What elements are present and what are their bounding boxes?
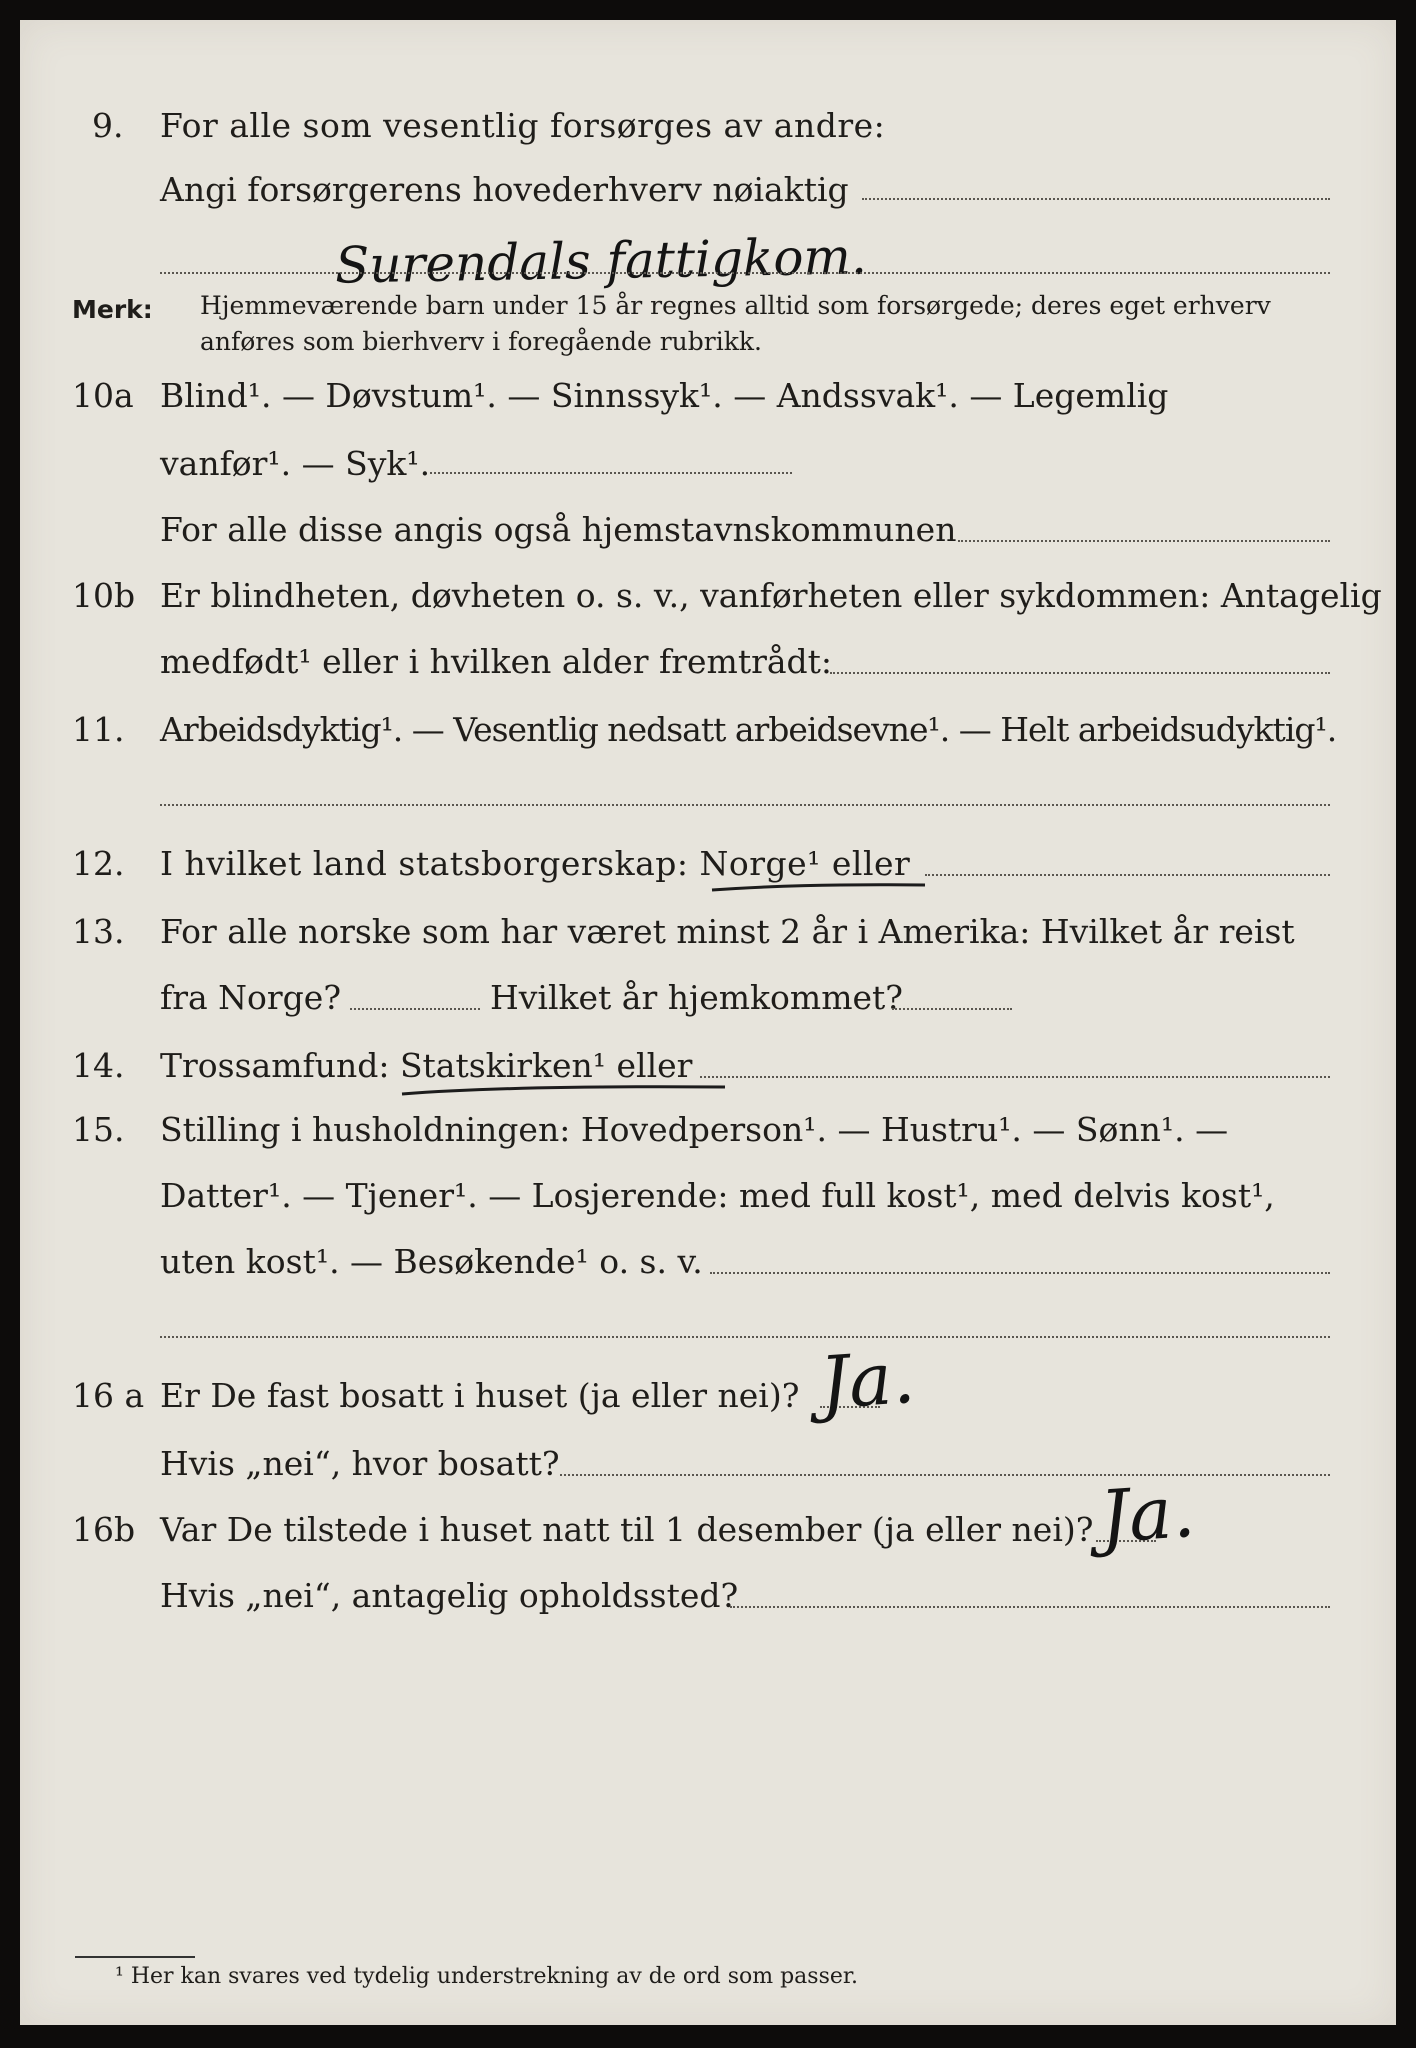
footnote-text: ¹ Her kan svares ved tydelig understrekning av de ord som passer. [115,1964,858,1989]
q9-answer-line-2 [160,272,1330,274]
q10b-answer-line [830,672,1330,674]
q14-answer-line [700,1076,1330,1078]
q13-number: 13. [72,912,125,951]
q11-answer-line [160,804,1330,806]
q12-text-line1: I hvilket land statsborgerskap: Norge¹ eller [160,844,911,883]
merk-label: Merk: [72,295,153,324]
q16a-handwritten-answer: Ja. [817,1334,918,1426]
q10a-answer-line-2 [958,540,1330,542]
q15-number: 15. [72,1110,125,1149]
q16a-number: 16 a [72,1376,145,1415]
q15-answer-line-2 [160,1336,1330,1338]
footnote-rule [75,1956,195,1958]
q9-answer-line-1 [862,198,1330,200]
q16a-text-line2: Hvis „nei“, hvor bosatt? [160,1444,560,1483]
q16b-number: 16b [72,1510,136,1549]
q10a-answer-line-1 [430,472,792,474]
q10b-number: 10b [72,576,136,615]
q13-hjemkommet-answer-line [892,1008,1012,1010]
q13-text-line2b: Hvilket år hjemkommet? [490,978,903,1017]
q10b-text-line1: Er blindheten, døvheten o. s. v., vanførheten eller sykdommen: Antagelig [160,576,1382,615]
q14-number: 14. [72,1046,125,1085]
q9-text-line1: For alle som vesentlig forsørges av andre: [160,106,886,145]
census-form-page [20,20,1396,2025]
q12-norge-underline [710,878,930,898]
q10b-text-line2: medfødt¹ eller i hvilken alder fremtrådt: [160,642,833,681]
merk-text-line2: anføres som bierhverv i foregående rubrikk. [200,327,762,356]
q16a-bosatt-answer-line [560,1474,1330,1476]
q15-answer-line-1 [710,1272,1330,1274]
q16b-handwritten-answer: Ja. [1097,1468,1198,1560]
q10a-text-line1: Blind¹. — Døvstum¹. — Sinnssyk¹. — Andssvak¹. — Legemlig [160,376,1169,415]
q16b-text-line2: Hvis „nei“, antagelig opholdssted? [160,1576,739,1615]
q16b-text-line1: Var De tilstede i huset natt til 1 desember (ja eller nei)? [160,1510,1094,1549]
q13-reist-answer-line [350,1008,480,1010]
q13-text-line2a: fra Norge? [160,978,342,1017]
q13-text-line1: For alle norske som har været minst 2 år i Amerika: Hvilket år reist [160,912,1295,951]
q15-text-line3: uten kost¹. — Besøkende¹ o. s. v. [160,1242,703,1281]
q16b-opholdssted-answer-line [730,1606,1330,1608]
q9-handwritten-answer: Surendals fattigkom. [334,227,868,295]
q16a-text-line1: Er De fast bosatt i huset (ja eller nei)? [160,1376,800,1415]
q14-statskirken-underline [400,1082,730,1102]
q12-number: 12. [72,844,125,883]
q10a-text-line3: For alle disse angis også hjemstavnskommunen [160,510,957,549]
q9-number: 9. [92,106,124,145]
q15-text-line2: Datter¹. — Tjener¹. — Losjerende: med full kost¹, med delvis kost¹, [160,1176,1275,1215]
merk-text-line1: Hjemmeværende barn under 15 år regnes alltid som forsørgede; deres eget erhverv [200,291,1271,320]
q10a-text-line2: vanfør¹. — Syk¹. [160,444,431,483]
q14-text-line1: Trossamfund: Statskirken¹ eller [160,1046,693,1085]
q9-text-line2: Angi forsørgerens hovederhverv nøiaktig [160,170,849,209]
q12-answer-line [925,874,1330,876]
q15-text-line1: Stilling i husholdningen: Hovedperson¹. — Hustru¹. — Sønn¹. — [160,1110,1229,1149]
q11-number: 11. [72,710,125,749]
q11-text-line1: Arbeidsdyktig¹. — Vesentlig nedsatt arbeidsevne¹. — Helt arbeidsudyktig¹. [160,710,1337,749]
q10a-number: 10a [72,376,134,415]
